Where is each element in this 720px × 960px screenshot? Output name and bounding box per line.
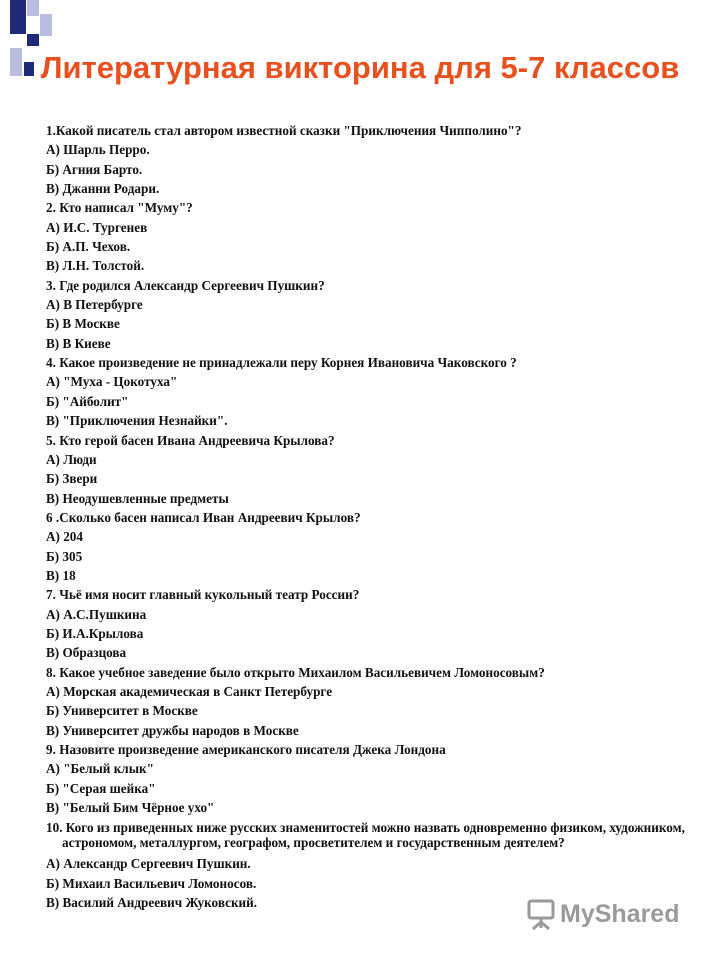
- answer-option: В) 18: [46, 567, 76, 583]
- question-10: 10. Кого из приведенных ниже русских знаменитостей можно назвать одновременно физиком, художником, астрономом, металлургом, географом, просветителем и государственным деятелем?: [46, 820, 685, 851]
- answer-option: А) 204: [46, 529, 83, 545]
- corner-square-decoration: [27, 0, 39, 16]
- question-5: 5. Кто герой басен Ивана Андреевича Крылова?: [46, 432, 335, 448]
- answer-option: Б) В Москве: [46, 316, 120, 332]
- answer-option: В) Неодушевленные предметы: [46, 490, 229, 506]
- answer-option: А) "Муха - Цокотуха": [46, 374, 178, 390]
- question-2: 2. Кто написал "Муму"?: [46, 200, 193, 216]
- answer-option: В) Университет дружбы народов в Москве: [46, 722, 299, 738]
- question-4: 4. Какое произведение не принадлежали перу Корнея Ивановича Чаковского ?: [46, 355, 517, 371]
- answer-option: Б) И.А.Крылова: [46, 625, 144, 641]
- answer-option: А) Шарль Перро.: [46, 142, 150, 158]
- corner-square-decoration: [10, 0, 26, 34]
- answer-option: А) В Петербурге: [46, 297, 143, 313]
- question-9: 9. Назовите произведение американского писателя Джека Лондона: [46, 742, 446, 757]
- answer-option: А) А.С.Пушкина: [46, 606, 147, 622]
- answer-option: Б) А.П. Чехов.: [46, 239, 131, 255]
- answer-option: В) В Киеве: [46, 335, 111, 351]
- answer-option: А) Морская академическая в Санкт Петербурге: [46, 683, 333, 699]
- answer-option: А) "Белый клык": [46, 761, 154, 777]
- answer-option: Б) "Айболит": [46, 393, 129, 409]
- page-title: Литературная викторина для 5-7 классов: [40, 50, 680, 85]
- answer-option: Б) Агния Барто.: [46, 161, 143, 177]
- corner-square-decoration: [27, 34, 39, 46]
- answer-option: Б) Михаил Васильевич Ломоносов.: [46, 875, 257, 891]
- answer-option: Б) Университет в Москве: [46, 703, 198, 719]
- answer-option: В) Образцова: [46, 645, 127, 661]
- quiz-content: [46, 121, 696, 912]
- question-8: 8. Какое учебное заведение было открыто Михаилом Васильевичем Ломоносовым?: [46, 664, 545, 680]
- answer-option: Б) "Серая шейка": [46, 780, 156, 796]
- answer-option: Б) 305: [46, 548, 83, 564]
- answer-option: В) "Приключения Незнайки".: [46, 413, 228, 429]
- answer-option: В) Василий Андреевич Жуковский.: [46, 895, 258, 911]
- answer-option: А) И.С. Тургенев: [46, 219, 148, 235]
- question-3: 3. Где родился Александр Сергеевич Пушкин?: [46, 277, 325, 293]
- answer-option: В) Л.Н. Толстой.: [46, 258, 145, 274]
- corner-square-decoration: [40, 14, 52, 36]
- question-1: 1.Какой писатель стал автором известной сказки "Приключения Чипполино"?: [46, 123, 522, 138]
- answer-option: В) Джанни Родари.: [46, 181, 160, 197]
- question-6: 6 .Сколько басен написал Иван Андреевич Крылов?: [46, 509, 361, 525]
- answer-option: А) Люди: [46, 451, 97, 467]
- answer-option: В) "Белый Бим Чёрное ухо": [46, 800, 215, 816]
- answer-option: А) Александр Сергеевич Пушкин.: [46, 856, 251, 872]
- watermark-text: MyShared: [560, 899, 680, 928]
- presentation-board-icon: [526, 898, 556, 930]
- question-7: 7. Чьё имя носит главный кукольный театр России?: [46, 587, 360, 603]
- myshared-watermark: [526, 896, 679, 932]
- answer-option: Б) Звери: [46, 471, 98, 487]
